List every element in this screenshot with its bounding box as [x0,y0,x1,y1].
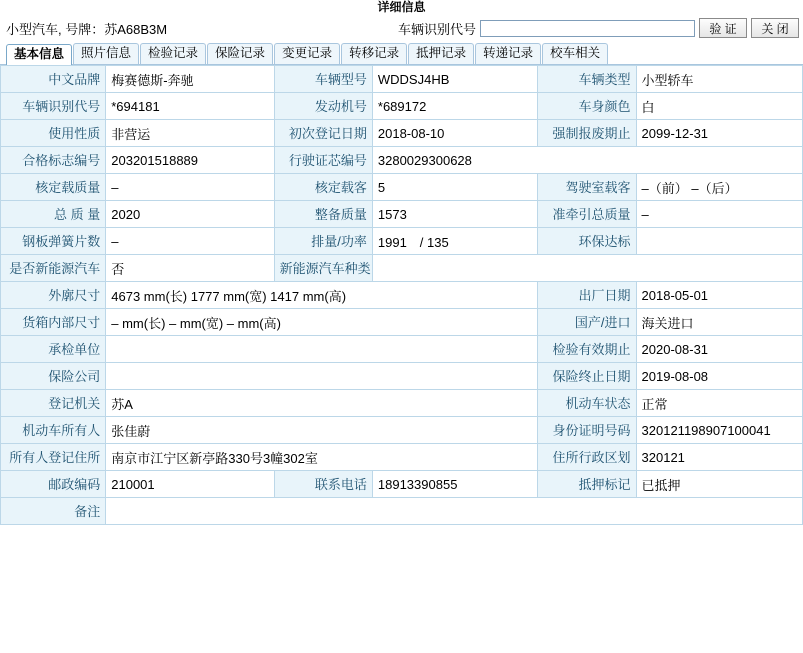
insurer-value [106,363,538,390]
new-energy-label: 是否新能源汽车 [1,255,106,282]
certificate-no-value: 203201518889 [106,147,274,174]
address-label: 所有人登记住所 [1,444,106,471]
tab-insurance-log[interactable]: 保险记录 [207,43,273,64]
emission-standard-value [636,228,802,255]
rated-passengers-label: 核定载客 [274,174,372,201]
mortgage-mark-label: 抵押标记 [538,471,636,498]
address-value: 南京市江宁区新亭路330号3幢302室 [106,444,538,471]
postcode-value: 210001 [106,471,274,498]
window-title: 详细信息 [377,0,426,14]
cargo-size-value: – mm(长) – mm(宽) – mm(高) [106,309,538,336]
table-row [1,228,803,255]
table-row [1,444,803,471]
registration-authority-value: 苏A [106,390,538,417]
plate-summary-text: 小型汽车, 号牌：苏A68B3M [6,21,168,37]
table-row [1,93,803,120]
insurer-label: 保险公司 [1,363,106,390]
exterior-size-value: 4673 mm(长) 1777 mm(宽) 1417 mm(高) [106,282,538,309]
cab-passengers-label: 驾驶室载客 [538,174,636,201]
table-row [1,147,803,174]
tab-photo-info[interactable]: 照片信息 [73,43,139,64]
vin-label: 车辆识别代号 [1,93,106,120]
table-row [1,390,803,417]
gross-mass-label: 总 质 量 [1,201,106,228]
emission-standard-label: 环保达标 [538,228,636,255]
tab-inspection-log[interactable]: 检验记录 [140,43,206,64]
owner-label: 机动车所有人 [1,417,106,444]
scrap-deadline-value: 2099-12-31 [636,120,802,147]
rated-load-label: 核定载质量 [1,174,106,201]
leaf-spring-label: 钢板弹簧片数 [1,228,106,255]
origin-value: 海关进口 [636,309,802,336]
license-chip-value: 3280029300628 [372,147,802,174]
verify-button[interactable]: 验 证 [699,18,747,38]
towing-mass-label: 准牵引总质量 [538,201,636,228]
table-row [1,498,803,525]
remark-value [106,498,803,525]
body-color-label: 车身颜色 [538,93,636,120]
tab-transfer-log[interactable]: 转移记录 [341,43,407,64]
phone-value: 18913390855 [372,471,537,498]
new-energy-type-value [372,255,802,282]
engine-no-label: 发动机号 [274,93,372,120]
displacement-power-label: 排量/功率 [274,228,372,255]
curb-mass-label: 整备质量 [274,201,372,228]
table-row [1,309,803,336]
table-row [1,282,803,309]
cab-passengers-value: –（前） –（后） [636,174,802,201]
id-number-value: 320121198907100041 [636,417,802,444]
gross-mass-value: 2020 [106,201,274,228]
inspection-unit-value [106,336,538,363]
use-nature-value: 非营运 [106,120,274,147]
district-code-value: 320121 [636,444,802,471]
tab-bar [0,42,803,65]
license-chip-label: 行驶证芯编号 [274,147,372,174]
inspection-valid-value: 2020-08-31 [636,336,802,363]
tab-delivery-log[interactable]: 转递记录 [475,43,541,64]
cargo-size-label: 货箱内部尺寸 [1,309,106,336]
vehicle-status-label: 机动车状态 [538,390,636,417]
model-value: WDDSJ4HB [372,66,537,93]
inspection-unit-label: 承检单位 [1,336,106,363]
district-code-label: 住所行政区划 [538,444,636,471]
mortgage-mark-value: 已抵押 [636,471,802,498]
table-row [1,417,803,444]
exterior-size-label: 外廓尺寸 [1,282,106,309]
phone-label: 联系电话 [274,471,372,498]
insurance-end-label: 保险终止日期 [538,363,636,390]
vehicle-detail-table [0,65,803,525]
towing-mass-value: – [636,201,802,228]
use-nature-label: 使用性质 [1,120,106,147]
leaf-spring-value: – [106,228,274,255]
table-row [1,201,803,228]
new-energy-type-label: 新能源汽车种类 [274,255,372,282]
factory-date-label: 出厂日期 [538,282,636,309]
id-number-label: 身份证明号码 [538,417,636,444]
tab-school-bus[interactable]: 校车相关 [542,43,608,64]
table-row [1,255,803,282]
table-row [1,120,803,147]
registration-authority-label: 登记机关 [1,390,106,417]
vin-search-input[interactable] [480,20,695,37]
table-row [1,363,803,390]
vin-value: *694181 [106,93,274,120]
model-label: 车辆型号 [274,66,372,93]
owner-value: 张佳蔚 [106,417,538,444]
insurance-end-value: 2019-08-08 [636,363,802,390]
first-registration-label: 初次登记日期 [274,120,372,147]
displacement-power-value: 1991 / 135 [372,228,537,255]
curb-mass-value: 1573 [372,201,537,228]
certificate-no-label: 合格标志编号 [1,147,106,174]
rated-passengers-value: 5 [372,174,537,201]
tab-mortgage-log[interactable]: 抵押记录 [408,43,474,64]
vin-search-label: 车辆识别代号 [397,21,476,37]
body-color-value: 白 [636,93,802,120]
origin-label: 国产/进口 [538,309,636,336]
tab-change-log[interactable]: 变更记录 [274,43,340,64]
remark-label: 备注 [1,498,106,525]
vehicle-type-label: 车辆类型 [538,66,636,93]
inspection-valid-label: 检验有效期止 [538,336,636,363]
table-row [1,174,803,201]
scrap-deadline-label: 强制报废期止 [538,120,636,147]
brand-label: 中文品牌 [1,66,106,93]
first-registration-value: 2018-08-10 [372,120,537,147]
postcode-label: 邮政编码 [1,471,106,498]
close-button[interactable]: 关 闭 [751,18,799,38]
factory-date-value: 2018-05-01 [636,282,802,309]
search-toolbar [0,14,803,42]
brand-value: 梅赛德斯-奔驰 [106,66,274,93]
table-row [1,66,803,93]
engine-no-value: *689172 [372,93,537,120]
tab-basic-info[interactable]: 基本信息 [6,44,72,65]
vehicle-type-value: 小型轿车 [636,66,802,93]
rated-load-value: – [106,174,274,201]
table-row [1,336,803,363]
vehicle-status-value: 正常 [636,390,802,417]
new-energy-value: 否 [106,255,274,282]
table-row [1,471,803,498]
